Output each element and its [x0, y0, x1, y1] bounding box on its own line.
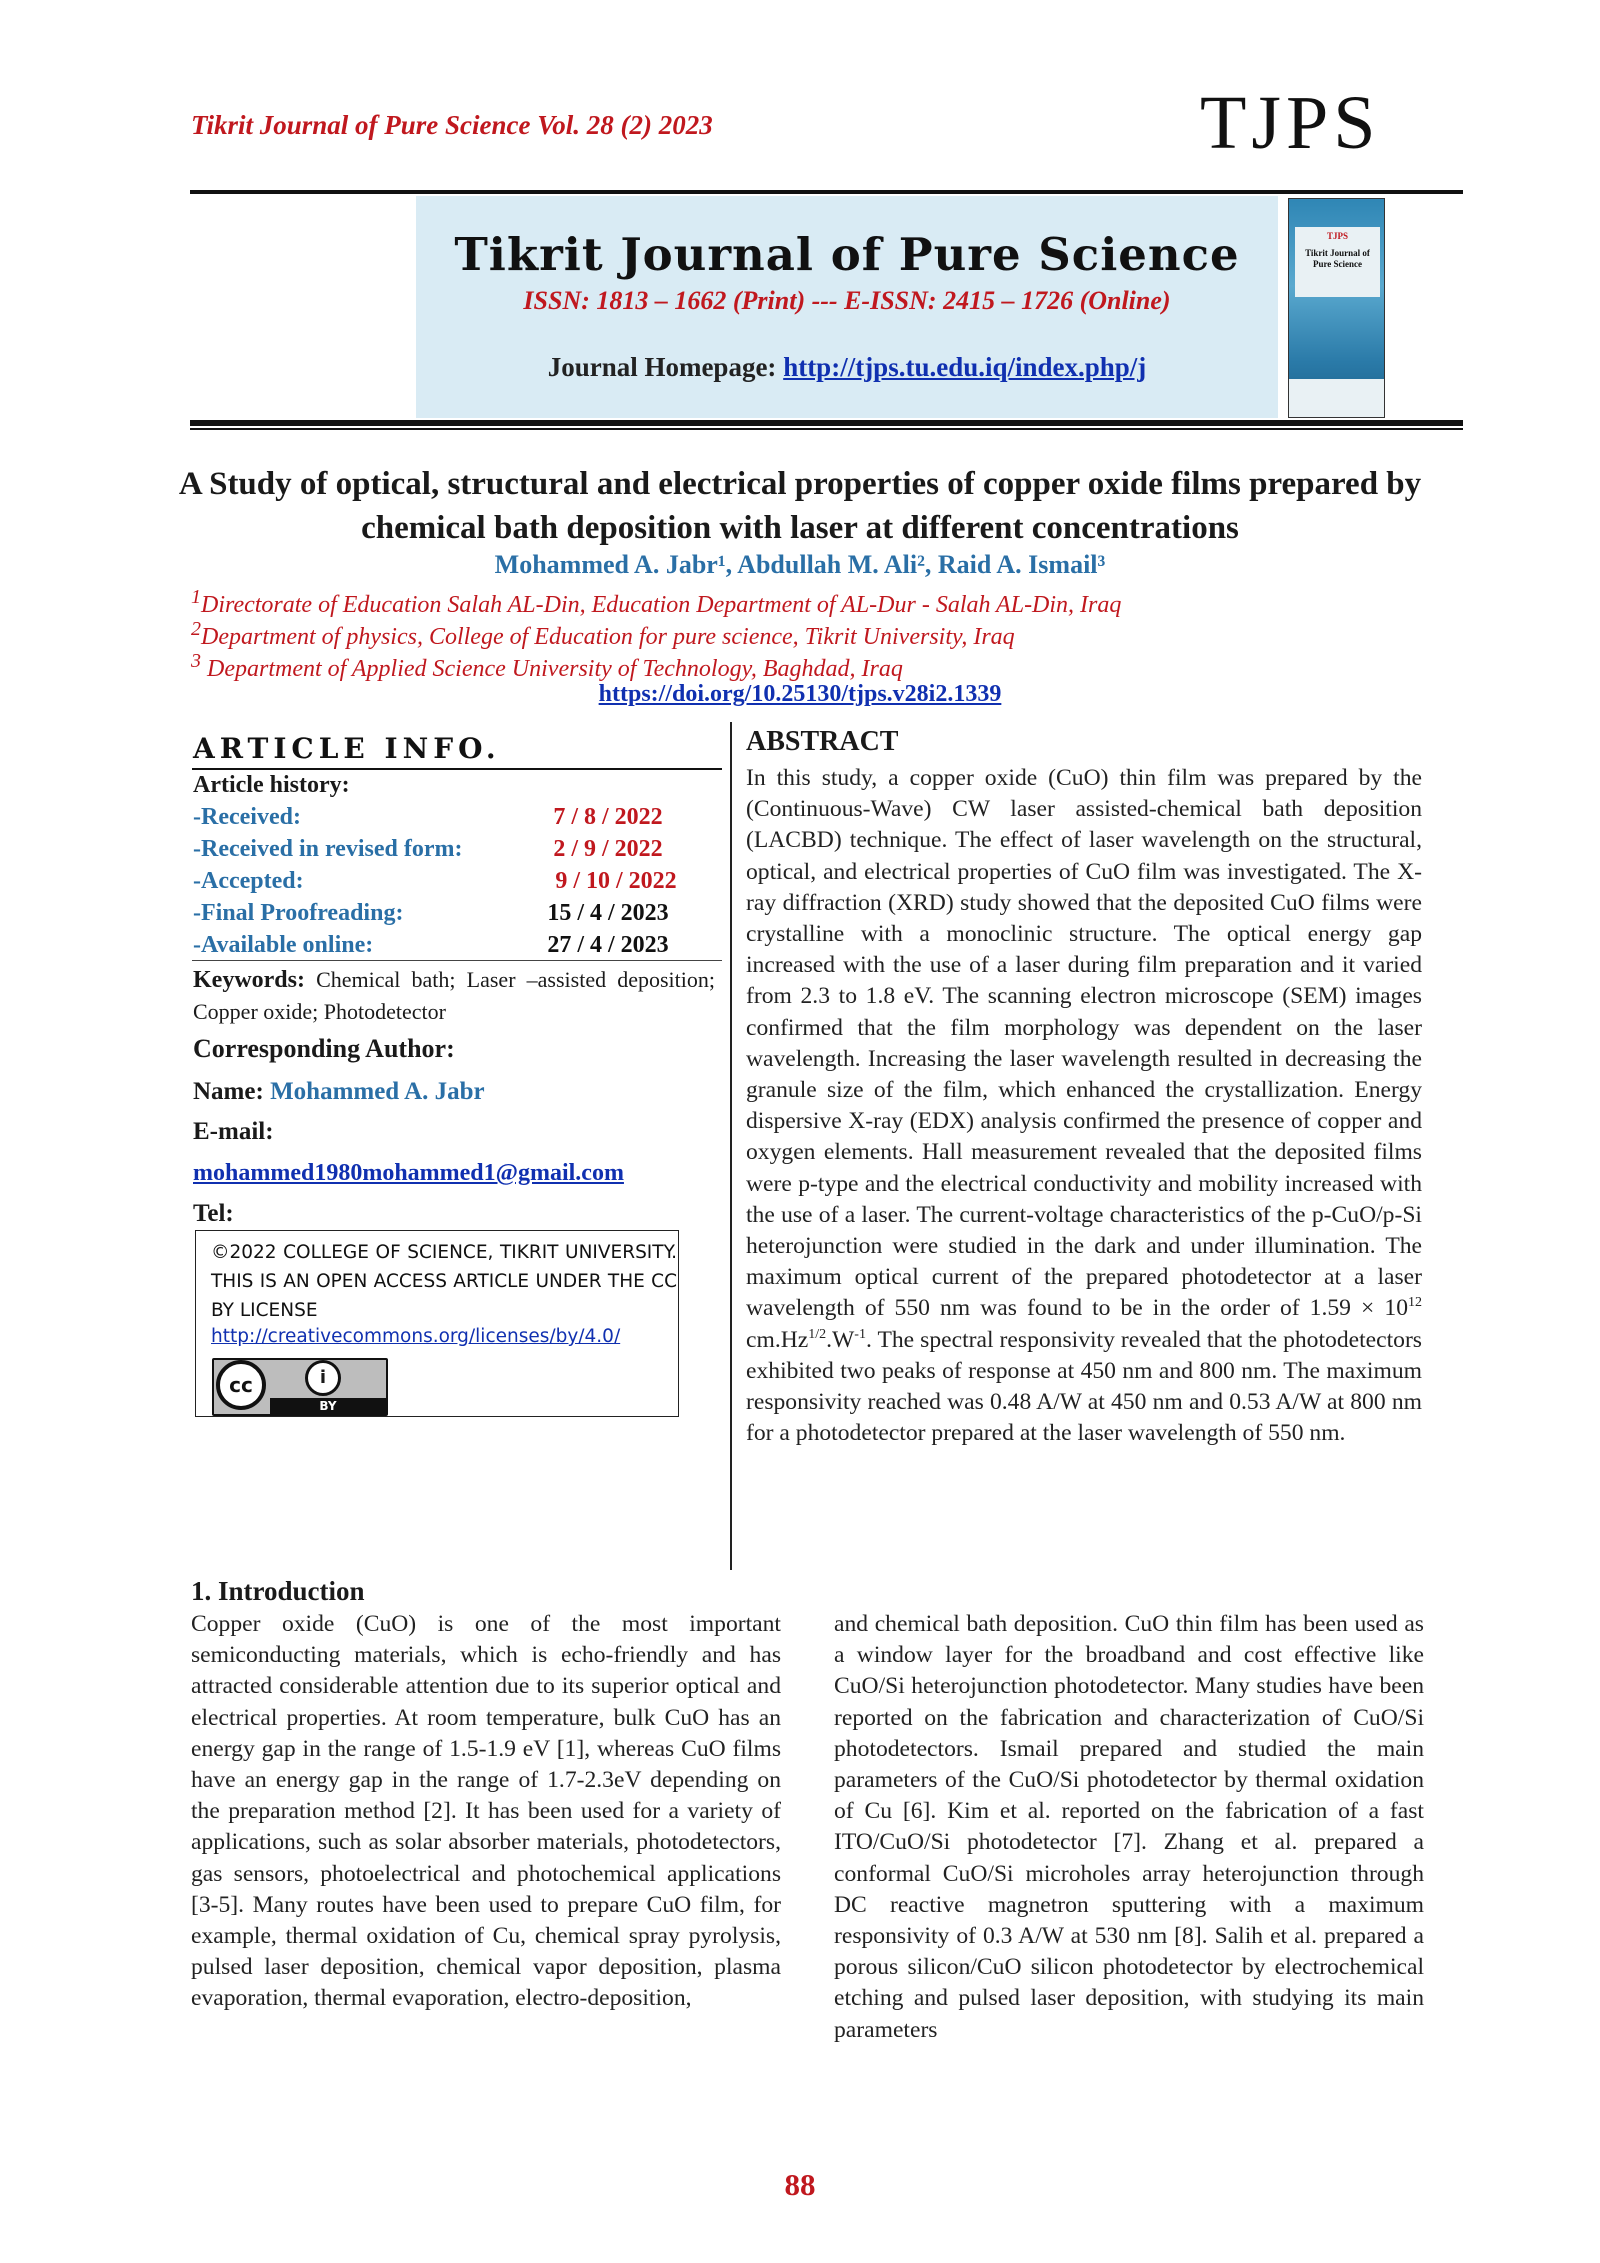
header-rule-thick — [190, 420, 1463, 426]
article-info-heading: ARTICLE INFO. — [193, 732, 501, 765]
journal-logo: TJPS — [1200, 81, 1381, 165]
attribution-icon: i — [305, 1360, 341, 1396]
homepage-link[interactable]: http://tjps.tu.edu.iq/index.php/j — [783, 352, 1147, 382]
license-link[interactable]: http://creativecommons.org/licenses/by/4.0/ — [211, 1326, 621, 1347]
history-row-online — [193, 932, 683, 962]
header-rule-thin — [190, 428, 1463, 430]
issn-line: ISSN: 1813 – 1662 (Print) --- E-ISSN: 2415 – 1726 (Online) — [523, 286, 1171, 315]
cover-title: Tikrit Journal of Pure Science — [1305, 248, 1370, 269]
email-label: E-mail: — [193, 1118, 274, 1145]
article-history-label: Article history: — [193, 772, 350, 798]
history-label: -Available online: — [193, 932, 374, 958]
history-label: -Final Proofreading: — [193, 900, 404, 926]
history-label: -Received in revised form: — [193, 836, 463, 862]
cover-title-panel — [1295, 227, 1380, 297]
paper-title: A Study of optical, structural and electrical properties of copper oxide films prepared by chemical bath deposition with laser at different concentrations — [178, 466, 1422, 546]
author-list: Mohammed A. Jabr¹, Abdullah M. Ali², Raid A. Ismail³ — [494, 550, 1106, 579]
introduction-heading: 1. Introduction — [191, 1576, 365, 1606]
license-text: ©2022 COLLEGE OF SCIENCE, TIKRIT UNIVERSITY. THIS IS AN OPEN ACCESS ARTICLE UNDER THE CC BY LICENSE — [211, 1242, 677, 1321]
history-row-accepted — [193, 868, 683, 898]
history-date: 2 / 9 / 2022 — [553, 836, 663, 862]
header-rule — [190, 190, 1463, 194]
history-label: -Received: — [193, 804, 301, 830]
history-row-proofreading — [193, 900, 683, 930]
introduction-left-column: Copper oxide (CuO) is one of the most important semiconducting materials, which is echo-friendly and has attracted considerable attention due to its superior optical and electrical properties. At room temperature, bulk CuO has an energy gap in the range of 1.5-1.9 eV [1], whereas CuO films have an energy gap in the range of 1.7-2.3eV depending on the preparation method [2]. It has been used for a variety of applications, such as solar absorber materials, photodetectors, gas sensors, photoelectrical and photochemical applications [3-5]. Many routes have been used to prepare CuO film, for example, thermal oxidation of Cu, chemical spray pyrolysis, pulsed laser deposition, chemical vapor deposition, plasma evaporation, thermal evaporation, electro-deposition, — [191, 1611, 781, 2012]
article-info-divider — [192, 960, 722, 961]
article-info-rule — [192, 768, 722, 770]
email-link[interactable]: mohammed1980mohammed1@gmail.com — [193, 1160, 624, 1186]
running-head: Tikrit Journal of Pure Science Vol. 28 (2) 2023 — [191, 110, 713, 140]
history-date: 9 / 10 / 2022 — [555, 868, 677, 894]
homepage-label: Journal Homepage: — [547, 352, 784, 382]
by-label: BY — [270, 1398, 386, 1414]
affiliation-1: $^1$Directorate of Education Salah AL-Din, Education Department of AL-Dur - Salah AL-Din, Iraq — [191, 586, 1122, 618]
cover-logo: TJPS — [1326, 231, 1348, 241]
page-number: 88 — [784, 2167, 816, 2202]
doi-link[interactable]: https://doi.org/10.25130/tjps.v28i2.1339 — [598, 681, 1002, 707]
affiliation-3: $^3$ Department of Applied Science University of Technology, Baghdad, Iraq — [191, 650, 903, 682]
affiliation-2: $^2$Department of physics, College of Education for pure science, Tikrit University, Iraq — [191, 618, 1015, 650]
journal-name: Tikrit Journal of Pure Science — [454, 228, 1240, 281]
journal-homepage — [416, 352, 1278, 383]
column-divider — [730, 722, 732, 1570]
author-name-row: Name: Mohammed A. Jabr — [193, 1078, 485, 1105]
introduction-right-column: and chemical bath deposition. CuO thin film has been used as a window layer for the broadband and cost effective like CuO/Si heterojunction photodetector. Many studies have been reported on the fabrication and characterization of CuO/Si photodetectors. Ismail prepared and studied the main parameters of the CuO/Si photodetector by thermal oxidation of Cu [6]. Kim et al. reported on the fabrication of a fast ITO/CuO/Si photodetector [7]. Zhang et al. prepared a conformal CuO/Si microholes array heterojunction through DC reactive magnetron sputtering with a maximum responsivity of 0.3 A/W at 530 nm [8]. Salih et al. prepared a porous silicon/CuO silicon photodetector by electrochemical etching and pulsed laser deposition, with studying its main parameters — [834, 1611, 1424, 2043]
corresponding-author-label: Corresponding Author: — [193, 1034, 455, 1063]
history-date: 7 / 8 / 2022 — [553, 804, 663, 830]
abstract-heading: ABSTRACT — [746, 726, 899, 757]
history-row-received — [193, 804, 683, 834]
journal-cover-image — [1288, 198, 1385, 418]
cover-band — [1289, 379, 1384, 417]
history-label: -Accepted: — [193, 868, 304, 894]
cc-icon: cc — [216, 1360, 266, 1410]
tel-label: Tel: — [193, 1200, 234, 1227]
history-row-revised — [193, 836, 683, 866]
abstract-text: In this study, a copper oxide (CuO) thin film was prepared by the (Continuous-Wave) CW laser assisted-chemical bath deposition (LACBD) technique. The effect of laser wavelength on the structural, optical, and electrical properties of CuO film was investigated. The X-ray diffraction (XRD) study showed that the deposited CuO films were crystalline with a monoclinic structure. The optical energy gap increased with the use of a laser during film preparation and it varied from 2.3 to 1.8 eV. The scanning electron microscope (SEM) images confirmed that the film morphology was dependent on the laser wavelength. Increasing the laser wavelength resulted in decreasing the granule size of the film, which enhanced the crystallization. Energy dispersive X-ray (EDX) analysis confirmed the presence of copper and oxygen elements. Hall measurement revealed that the deposited films were p-type and the electrical conductivity and mobility increased with the use of a laser. The current-voltage characteristics of the p-CuO/p-Si heterojunction were studied in the dark and under illumination. The maximum optical current of the prepared photodetector at a laser wavelength of 550 nm was found to be in the order of $1.59 \times 10^{12}$ $cm.Hz^{1/2}.W^{-1}$. The spectral responsivity revealed that the photodetectors exhibited two peaks of response at 450 nm and 800 nm. The maximum responsivity reached was 0.48 A/W at 450 nm and 0.53 A/W at 800 nm for a photodetector prepared at the laser wavelength of 550 nm. — [746, 765, 1422, 1447]
history-date: 15 / 4 / 2023 — [547, 900, 669, 926]
keywords: Keywords: Chemical bath; Laser –assisted deposition; Copper oxide; Photodetector — [193, 967, 715, 1024]
history-date: 27 / 4 / 2023 — [547, 932, 669, 958]
